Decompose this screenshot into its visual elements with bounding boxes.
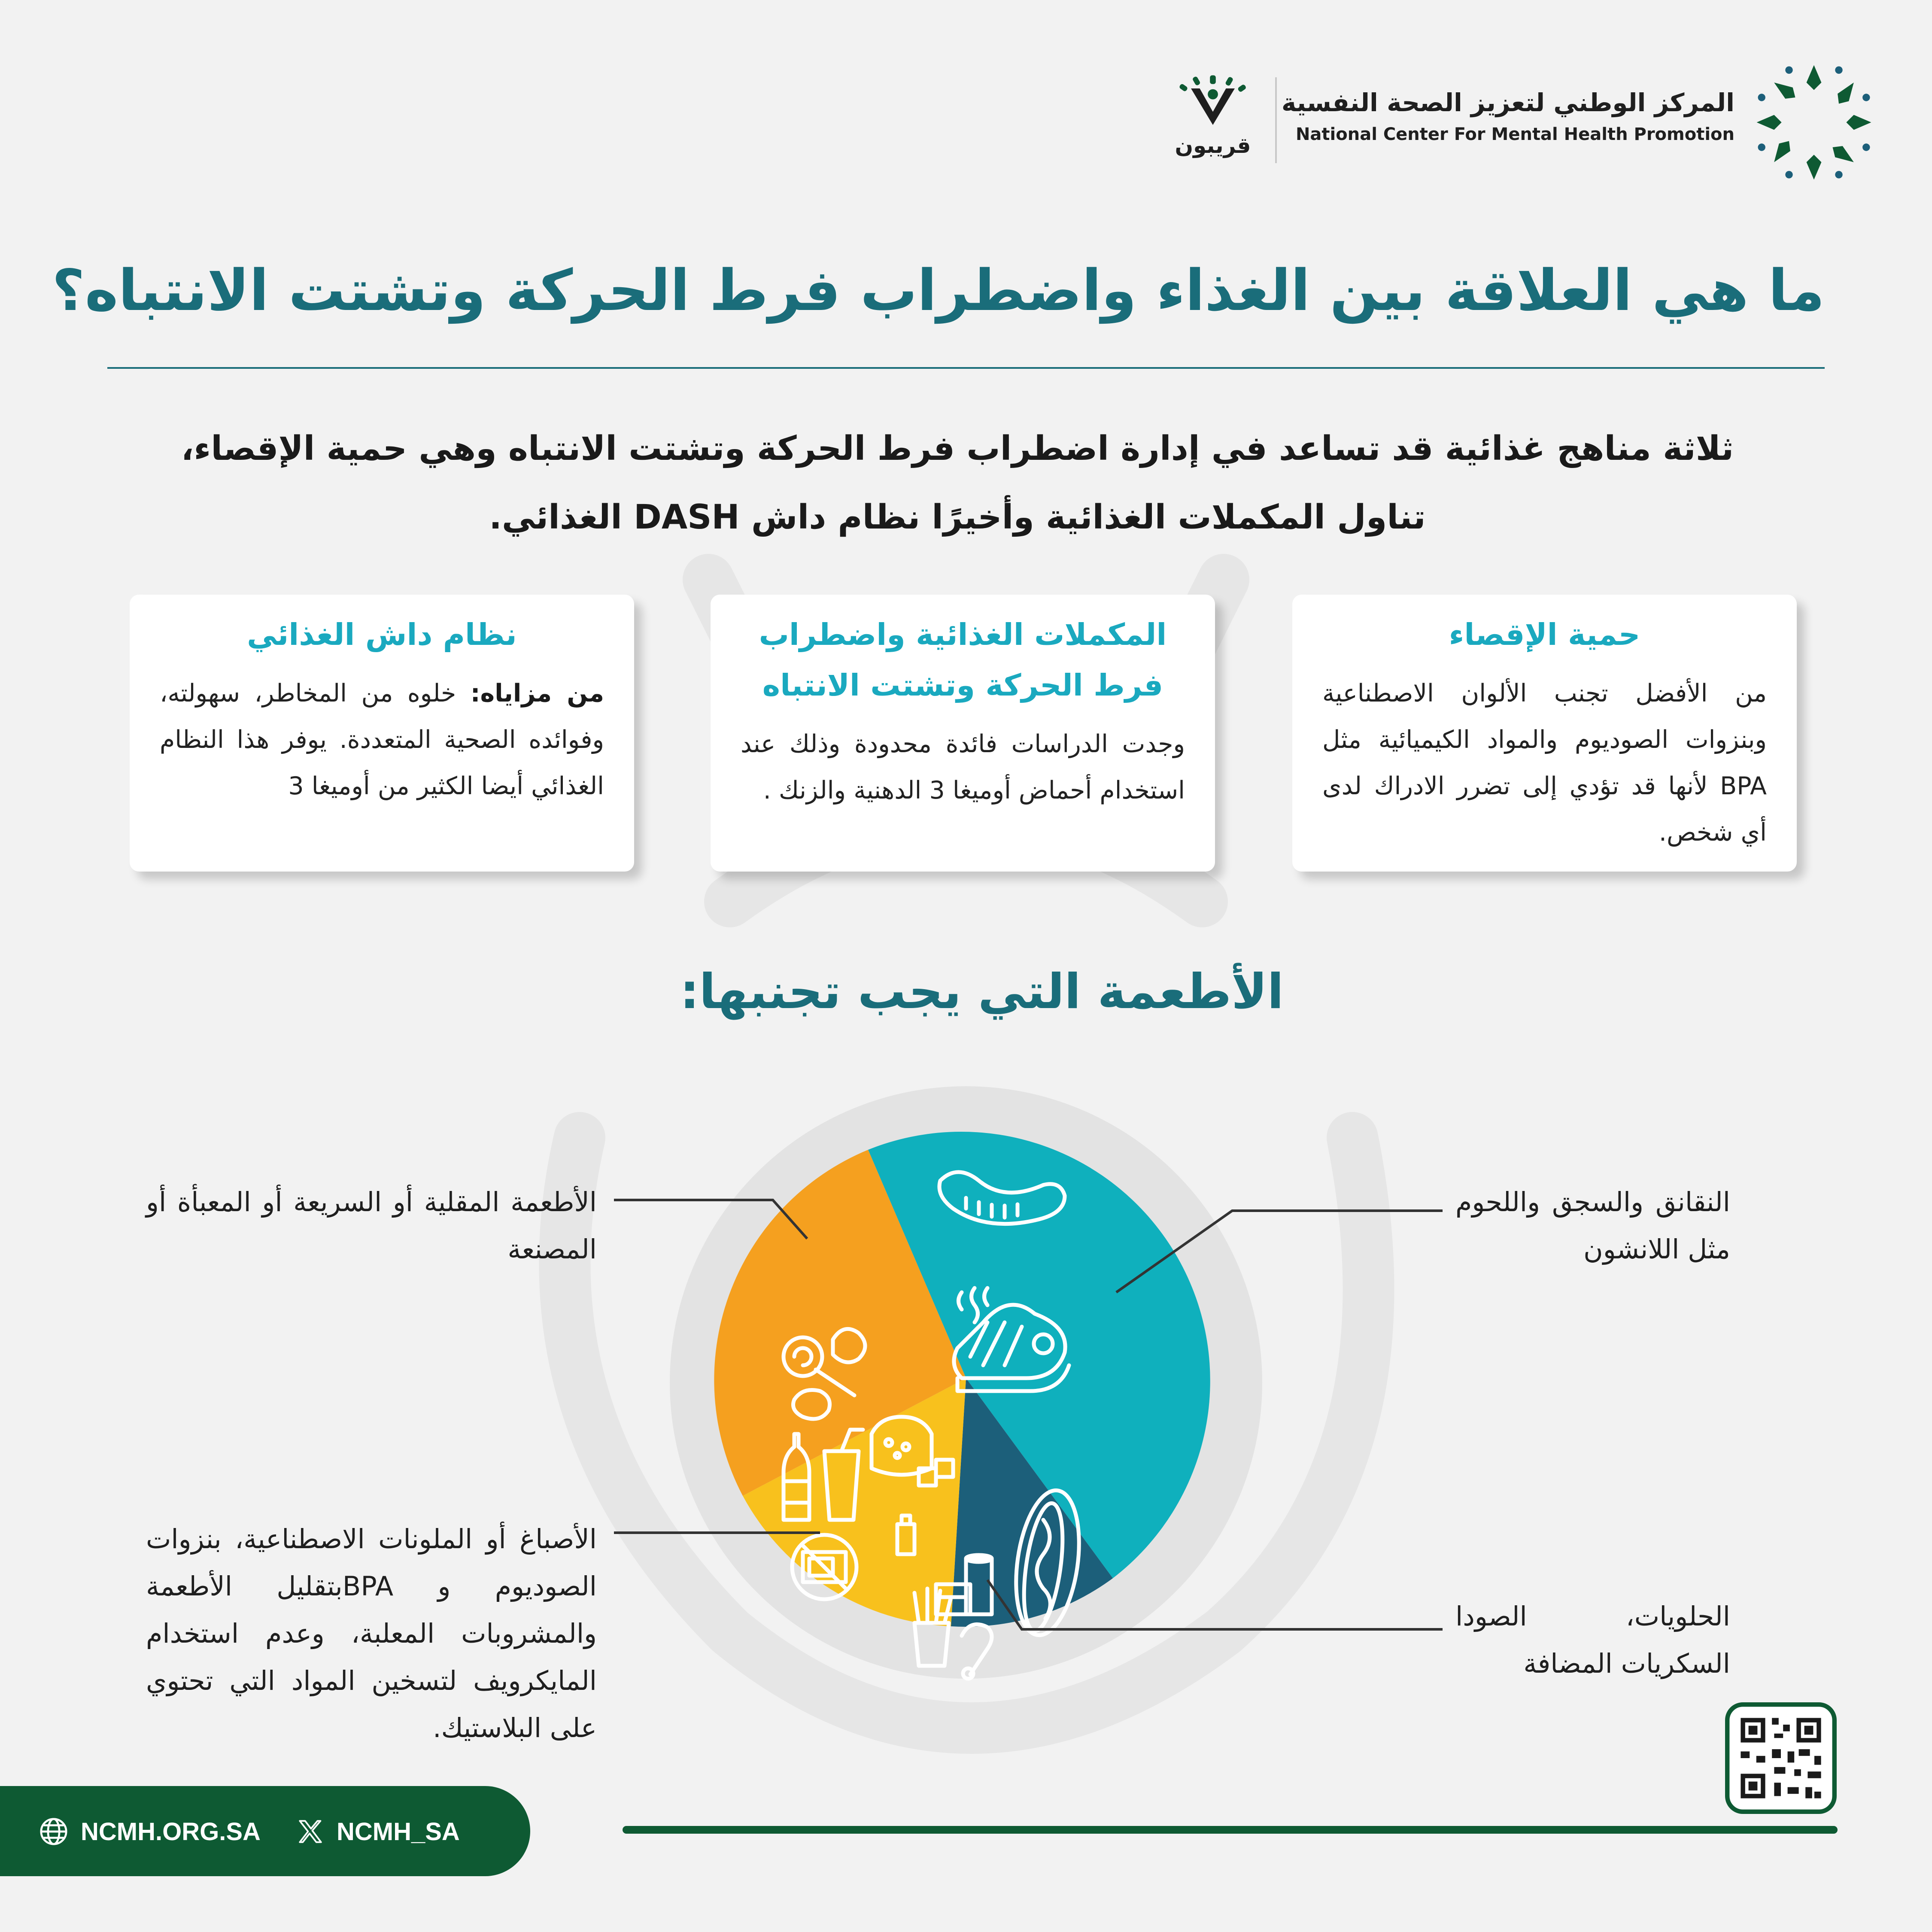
org-name-arabic: المركز الوطني لتعزيز الصحة النفسية	[1281, 88, 1735, 117]
qarebon-logo	[1176, 73, 1249, 133]
card-supplements	[711, 595, 1215, 872]
website-label: NCMH.ORG.SA	[81, 1817, 261, 1846]
card-title	[741, 609, 1185, 711]
callout-sweets-soda: الحلويات، الصودا السكريات المضافة	[1455, 1601, 1730, 1679]
callout-sausages-meats: النقانق والسجق واللحوم مثل اللانشون	[1455, 1186, 1730, 1265]
foods-to-avoid-heading: الأطعمة التي يجب تجنبها:	[680, 964, 1284, 1020]
header-divider	[1275, 77, 1277, 163]
card-body	[160, 670, 604, 809]
intro-line-1: ثلاثة مناهج غذائية قد تساعد في إدارة اضطراب فرط الحركة وتشتت الانتباه وهي حمية الإقصاء،	[181, 429, 1734, 468]
footer-divider	[623, 1826, 1838, 1834]
qarebon-label: قريبون	[1175, 133, 1251, 158]
page-title: ما هي العلاقة بين الغذاء واضطراب فرط الحركة وتشتت الانتباه؟	[52, 258, 1825, 324]
card-title-line-2: فرط الحركة وتشتت الانتباه	[762, 668, 1163, 703]
qr-code[interactable]	[1725, 1702, 1837, 1814]
title-divider	[107, 367, 1825, 369]
card-title: حمية الإقصاء	[1449, 617, 1640, 652]
ncmh-logo	[1752, 60, 1876, 185]
x-icon	[296, 1817, 325, 1846]
callout-fried-processed: الأطعمة المقلية أو السريعة أو المعبأة أو المصنعة	[146, 1186, 597, 1265]
card-body: وجدت الدراسات فائدة محدودة وذلك عند استخدام أحماض أوميغا 3 الدهنية والزنك .	[741, 730, 1185, 805]
intro-text	[107, 414, 1807, 552]
x-handle-label: NCMH_SA	[337, 1817, 460, 1846]
foods-pie-illustration	[665, 1082, 1267, 1683]
intro-line-2: تناول المكملات الغذائية وأخيرًا نظام داش DASH الغذائي.	[489, 498, 1426, 537]
callout-artificial-colors: الأصباغ أو الملونات الاصطناعية، بنزوات الصوديوم و BPAبتقليل الأطعمة والمشروبات المعلبة، وعدم استخدام المايكرويف لتسخين المواد التي تحتوي على البلاستيك.	[146, 1523, 597, 1744]
org-name-english: National Center For Mental Health Promotion	[1295, 125, 1735, 144]
card-body: من الأفضل تجنب الألوان الاصطناعية وبنزوات الصوديوم والمواد الكيميائية مثل BPA لأنها قد تؤدي إلى تضرر الادراك لدى أي شخص.	[1322, 679, 1767, 847]
card-dash-diet	[130, 595, 634, 872]
card-title: نظام داش الغذائي	[247, 617, 517, 652]
card-body-lead: من مزاياه:	[470, 679, 604, 708]
card-elimination-diet	[1292, 595, 1797, 872]
website-link[interactable]	[39, 1814, 261, 1849]
x-account-link[interactable]	[296, 1814, 460, 1849]
globe-icon	[39, 1817, 69, 1847]
card-title-line-1: المكملات الغذائية واضطراب	[759, 617, 1167, 652]
card-body-text: خلوه من المخاطر، سهولته، وفوائده الصحية المتعددة. يوفر هذا النظام الغذائي أيضا الكثير من أوميغا 3	[160, 679, 604, 800]
